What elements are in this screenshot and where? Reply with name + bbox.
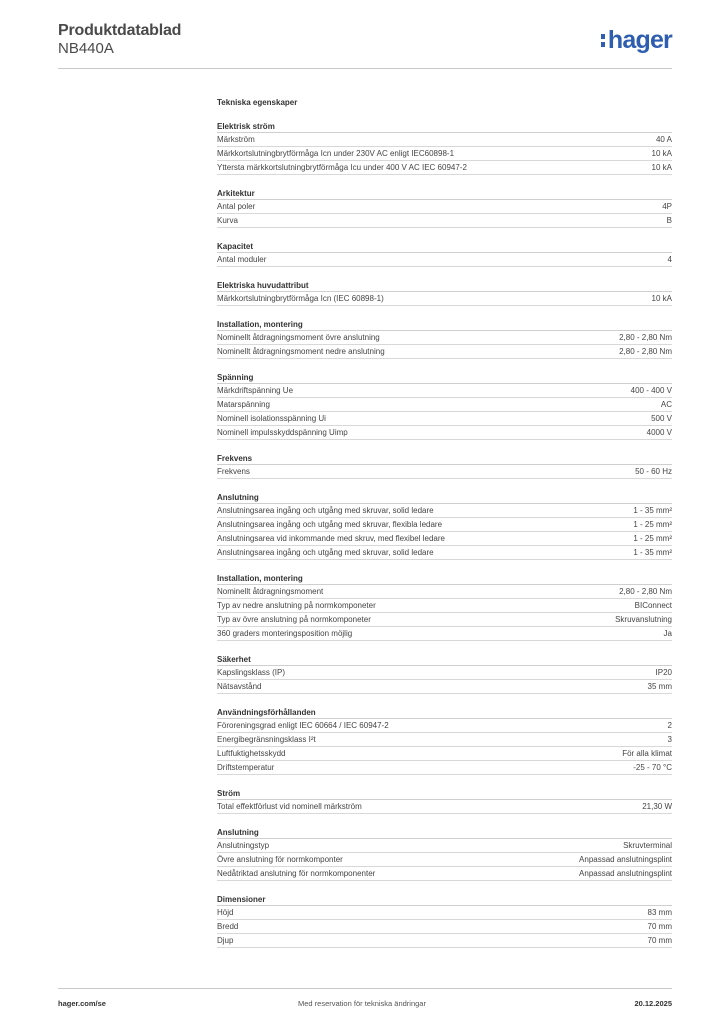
spec-label: Driftstemperatur xyxy=(217,763,275,772)
spec-label: Märkdriftspänning Ue xyxy=(217,386,294,395)
spec-value: BIConnect xyxy=(634,601,672,610)
spec-value: 83 mm xyxy=(647,908,672,917)
spec-row xyxy=(217,345,672,359)
header-divider xyxy=(58,68,672,69)
spec-label: Anslutningsarea ingång och utgång med skruvar, flexibla ledare xyxy=(217,520,443,529)
spec-row xyxy=(217,733,672,747)
section-title: Användningsförhållanden xyxy=(217,707,672,719)
spec-value: 10 kA xyxy=(651,163,672,172)
section-title: Arkitektur xyxy=(217,188,672,200)
spec-row xyxy=(217,613,672,627)
spec-label: Kurva xyxy=(217,216,238,225)
spec-value: 70 mm xyxy=(647,936,672,945)
spec-value: 70 mm xyxy=(647,922,672,931)
spec-value: 2 xyxy=(667,721,672,730)
spec-value: 2,80 - 2,80 Nm xyxy=(619,587,672,596)
spec-row xyxy=(217,761,672,775)
spec-label: Övre anslutning för normkomponter xyxy=(217,855,343,864)
spec-label: Nominell isolationsspänning Ui xyxy=(217,414,326,423)
footer-divider xyxy=(58,988,672,989)
spec-row xyxy=(217,292,672,306)
section-title: Anslutning xyxy=(217,827,672,839)
spec-label: Matarspänning xyxy=(217,400,270,409)
spec-row xyxy=(217,384,672,398)
spec-row xyxy=(217,599,672,613)
spec-value: 40 A xyxy=(655,135,672,144)
spec-row xyxy=(217,853,672,867)
spec-label: Anslutningsarea ingång och utgång med skruvar, solid ledare xyxy=(217,548,434,557)
footer-disclaimer: Med reservation för tekniska ändringar xyxy=(298,999,426,1008)
spec-value: 50 - 60 Hz xyxy=(635,467,672,476)
section-title: Installation, montering xyxy=(217,573,672,585)
spec-value: Skruvanslutning xyxy=(615,615,672,624)
spec-section xyxy=(217,492,672,560)
spec-value: 2,80 - 2,80 Nm xyxy=(619,333,672,342)
spec-value: 1 - 25 mm² xyxy=(633,534,672,543)
spec-row xyxy=(217,504,672,518)
spec-label: Nedåtriktad anslutning för normkomponenter xyxy=(217,869,376,878)
spec-section xyxy=(217,827,672,881)
spec-value: För alla klimat xyxy=(622,749,672,758)
spec-row xyxy=(217,906,672,920)
logo-text: hager xyxy=(607,26,672,54)
spec-section xyxy=(217,788,672,814)
footer-date: 20.12.2025 xyxy=(634,999,672,1008)
document-title: Produktdatablad xyxy=(58,22,182,39)
spec-section xyxy=(217,188,672,228)
section-title: Elektriska huvudattribut xyxy=(217,280,672,292)
spec-row xyxy=(217,627,672,641)
spec-row xyxy=(217,147,672,161)
spec-label: Märkkortslutningbrytförmåga Icn (IEC 60898-1) xyxy=(217,294,384,303)
spec-row xyxy=(217,934,672,948)
spec-label: Anslutningsarea ingång och utgång med skruvar, solid ledare xyxy=(217,506,434,515)
spec-label: Märkström xyxy=(217,135,255,144)
spec-sections xyxy=(217,121,672,948)
spec-row xyxy=(217,426,672,440)
spec-value: 10 kA xyxy=(651,294,672,303)
footer-website: hager.com/se xyxy=(58,999,106,1008)
spec-row xyxy=(217,200,672,214)
spec-row xyxy=(217,161,672,175)
spec-row xyxy=(217,465,672,479)
logo-colon-mark xyxy=(601,32,605,47)
spec-section xyxy=(217,241,672,267)
spec-label: Märkkortslutningbrytförmåga Icn under 230V AC enligt IEC60898-1 xyxy=(217,149,455,158)
spec-value: 1 - 35 mm² xyxy=(633,548,672,557)
spec-section xyxy=(217,654,672,694)
section-title: Installation, montering xyxy=(217,319,672,331)
section-title: Anslutning xyxy=(217,492,672,504)
spec-label: Anslutningstyp xyxy=(217,841,270,850)
product-code: NB440A xyxy=(58,40,114,57)
spec-label: Typ av nedre anslutning på normkomponeter xyxy=(217,601,376,610)
spec-label: Energibegränsningsklass I²t xyxy=(217,735,316,744)
spec-label: Total effektförlust vid nominell märkström xyxy=(217,802,362,811)
spec-label: Höjd xyxy=(217,908,234,917)
spec-row xyxy=(217,585,672,599)
spec-row xyxy=(217,839,672,853)
spec-row xyxy=(217,532,672,546)
spec-label: Antal moduler xyxy=(217,255,267,264)
spec-section xyxy=(217,121,672,175)
spec-row xyxy=(217,331,672,345)
spec-value: 1 - 25 mm² xyxy=(633,520,672,529)
spec-row xyxy=(217,800,672,814)
hager-logo xyxy=(601,28,672,53)
spec-label: Antal poler xyxy=(217,202,256,211)
spec-value: AC xyxy=(660,400,672,409)
spec-value: Skruvterminal xyxy=(623,841,672,850)
spec-section xyxy=(217,319,672,359)
spec-value: 500 V xyxy=(651,414,672,423)
spec-value: B xyxy=(666,216,672,225)
spec-section xyxy=(217,573,672,641)
spec-value: 3 xyxy=(667,735,672,744)
spec-value: Anpassad anslutningsplint xyxy=(579,855,672,864)
spec-row xyxy=(217,518,672,532)
section-title: Dimensioner xyxy=(217,894,672,906)
spec-row xyxy=(217,412,672,426)
spec-section xyxy=(217,372,672,440)
section-title: Kapacitet xyxy=(217,241,672,253)
spec-label: Anslutningsarea vid inkommande med skruv, med flexibel ledare xyxy=(217,534,445,543)
section-title: Frekvens xyxy=(217,453,672,465)
section-title: Spänning xyxy=(217,372,672,384)
spec-section xyxy=(217,894,672,948)
spec-label: Yttersta märkkortslutningbrytförmåga Icu under 400 V AC IEC 60947-2 xyxy=(217,163,467,172)
spec-value: 2,80 - 2,80 Nm xyxy=(619,347,672,356)
spec-section xyxy=(217,707,672,775)
spec-label: Föroreningsgrad enligt IEC 60664 / IEC 60947-2 xyxy=(217,721,389,730)
spec-value: -25 - 70 °C xyxy=(633,763,672,772)
spec-row xyxy=(217,920,672,934)
spec-value: 400 - 400 V xyxy=(630,386,672,395)
content-heading: Tekniska egenskaper xyxy=(217,98,298,107)
spec-label: Typ av övre anslutning på normkomponeter xyxy=(217,615,371,624)
spec-row xyxy=(217,546,672,560)
spec-value: 4P xyxy=(662,202,672,211)
spec-value: 21,30 W xyxy=(642,802,672,811)
spec-label: Nätsavstånd xyxy=(217,682,262,691)
spec-value: 1 - 35 mm² xyxy=(633,506,672,515)
spec-label: Kapslingsklass (IP) xyxy=(217,668,286,677)
spec-label: Bredd xyxy=(217,922,239,931)
spec-value: 35 mm xyxy=(647,682,672,691)
spec-label: Nominell impulsskyddspänning Uimp xyxy=(217,428,348,437)
spec-value: 4 xyxy=(667,255,672,264)
spec-value: Ja xyxy=(663,629,672,638)
section-title: Elektrisk ström xyxy=(217,121,672,133)
spec-value: 10 kA xyxy=(651,149,672,158)
spec-row xyxy=(217,398,672,412)
spec-label: Nominellt åtdragningsmoment xyxy=(217,587,324,596)
spec-section xyxy=(217,453,672,479)
spec-row xyxy=(217,214,672,228)
spec-value: Anpassad anslutningsplint xyxy=(579,869,672,878)
spec-row xyxy=(217,680,672,694)
spec-label: Luftfuktighetsskydd xyxy=(217,749,286,758)
spec-label: Nominellt åtdragningsmoment nedre anslutning xyxy=(217,347,385,356)
spec-label: Djup xyxy=(217,936,234,945)
spec-row xyxy=(217,253,672,267)
section-title: Säkerhet xyxy=(217,654,672,666)
spec-label: Frekvens xyxy=(217,467,250,476)
spec-label: Nominellt åtdragningsmoment övre anslutning xyxy=(217,333,380,342)
spec-row xyxy=(217,133,672,147)
spec-content xyxy=(217,97,672,961)
spec-value: IP20 xyxy=(655,668,672,677)
spec-row xyxy=(217,719,672,733)
spec-value: 4000 V xyxy=(646,428,672,437)
spec-row xyxy=(217,747,672,761)
spec-section xyxy=(217,280,672,306)
section-title: Ström xyxy=(217,788,672,800)
spec-label: 360 graders monteringsposition möjlig xyxy=(217,629,353,638)
spec-row xyxy=(217,666,672,680)
spec-row xyxy=(217,867,672,881)
